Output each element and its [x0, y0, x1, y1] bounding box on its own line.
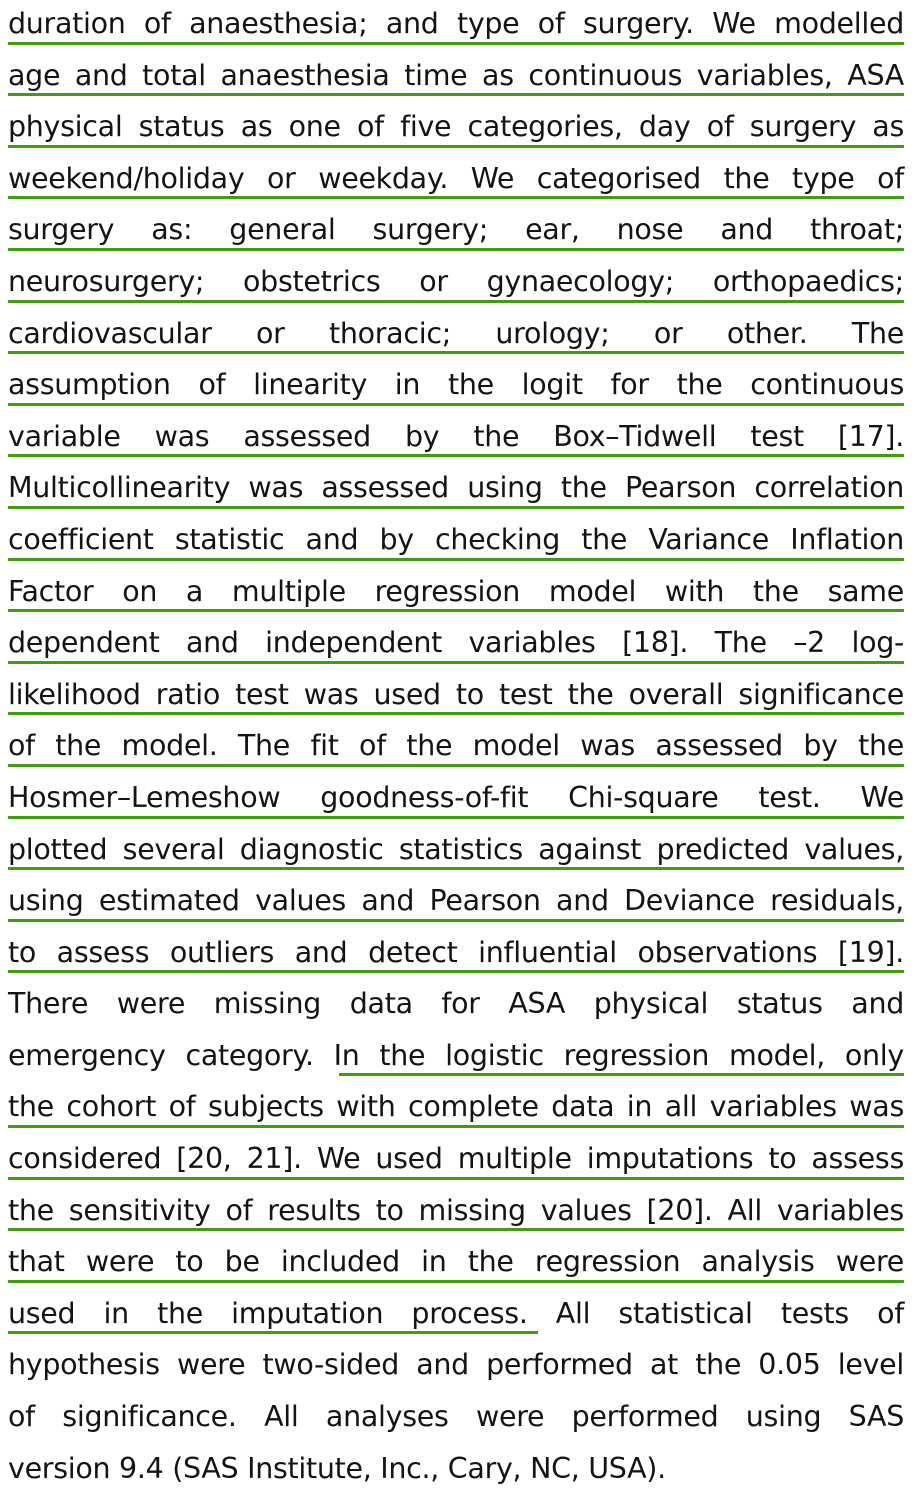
line-text: using estimated values and Pearson and Deviance residuals,	[8, 884, 904, 918]
highlight-underline	[8, 196, 904, 199]
text-line	[8, 671, 904, 723]
line-text: age and total anaesthesia time as continuous variables, ASA	[8, 58, 904, 92]
text-line	[8, 206, 904, 258]
text-line	[8, 1341, 904, 1393]
text-line	[8, 980, 904, 1032]
text-line	[8, 774, 904, 826]
line-text: the cohort of subjects with complete data in all variables was	[8, 1090, 904, 1124]
highlight-underline	[8, 867, 904, 870]
highlight-underline	[339, 1073, 904, 1076]
highlight-underline	[8, 351, 904, 354]
text-line	[8, 929, 904, 981]
text-line	[8, 722, 904, 774]
line-text: version 9.4 (SAS Institute, Inc., Cary, NC, USA).	[8, 1451, 666, 1485]
highlight-underline	[8, 42, 904, 45]
highlight-underline	[8, 145, 904, 148]
text-line	[8, 619, 904, 671]
line-text: neurosurgery; obstetrics or gynaecology; orthopaedics;	[8, 264, 904, 298]
highlight-underline	[8, 1125, 904, 1128]
text-line	[8, 464, 904, 516]
text-line	[8, 1445, 904, 1497]
line-text: used in the imputation process. All statistical tests of	[8, 1296, 904, 1330]
text-line	[8, 103, 904, 155]
highlight-underline	[8, 454, 904, 457]
text-line	[8, 516, 904, 568]
line-text: of the model. The fit of the model was assessed by the	[8, 729, 904, 763]
line-text: cardiovascular or thoracic; urology; or other. The	[8, 316, 904, 350]
text-line	[8, 361, 904, 413]
paragraph-body	[8, 0, 904, 1496]
text-line	[8, 877, 904, 929]
line-text: emergency category. In the logistic regression model, only	[8, 1038, 904, 1072]
highlight-underline	[8, 403, 904, 406]
line-text: Factor on a multiple regression model with the same	[8, 574, 904, 608]
text-line	[8, 1238, 904, 1290]
line-text: assumption of linearity in the logit for the continuous	[8, 368, 904, 402]
highlight-underline	[8, 970, 904, 973]
highlight-underline	[8, 712, 904, 715]
line-text: surgery as: general surgery; ear, nose and throat;	[8, 213, 904, 247]
highlight-underline	[8, 1177, 904, 1180]
line-text: weekend/holiday or weekday. We categorised the type of	[8, 161, 904, 195]
line-text: to assess outliers and detect influential observations [19].	[8, 935, 904, 969]
line-text: There were missing data for ASA physical status and	[8, 987, 904, 1021]
text-line	[8, 52, 904, 104]
highlight-underline	[8, 609, 904, 612]
line-text: variable was assessed by the Box–Tidwell test [17].	[8, 419, 904, 453]
text-line	[8, 155, 904, 207]
line-text: likelihood ratio test was used to test the overall significance	[8, 677, 904, 711]
highlight-underline	[8, 300, 904, 303]
text-line	[8, 1032, 904, 1084]
line-text: dependent and independent variables [18]. The –2 log-	[8, 626, 904, 660]
text-line	[8, 826, 904, 878]
line-text: considered [20, 21]. We used multiple imputations to assess	[8, 1142, 904, 1176]
line-text: plotted several diagnostic statistics against predicted values,	[8, 832, 904, 866]
text-line	[8, 1083, 904, 1135]
text-line	[8, 568, 904, 620]
line-text: the sensitivity of results to missing values [20]. All variables	[8, 1193, 904, 1227]
line-text: physical status as one of five categories, day of surgery as	[8, 110, 904, 144]
highlight-underline	[8, 816, 904, 819]
text-line	[8, 1290, 904, 1342]
line-text: hypothesis were two-sided and performed at the 0.05 level	[8, 1348, 904, 1382]
highlight-underline	[8, 661, 904, 664]
highlight-underline	[8, 1331, 538, 1334]
highlight-underline	[8, 1228, 904, 1231]
text-line	[8, 310, 904, 362]
line-text: that were to be included in the regression analysis were	[8, 1245, 904, 1279]
line-text: Hosmer–Lemeshow goodness-of-fit Chi-square test. We	[8, 780, 904, 814]
text-line	[8, 1135, 904, 1187]
line-text: duration of anaesthesia; and type of surgery. We modelled	[8, 7, 904, 40]
line-text: of significance. All analyses were performed using SAS	[8, 1400, 904, 1434]
highlight-underline	[8, 558, 904, 561]
highlight-underline	[8, 919, 904, 922]
highlight-underline	[8, 764, 904, 767]
text-line	[8, 0, 904, 52]
text-line	[8, 413, 904, 465]
text-line	[8, 258, 904, 310]
highlight-underline	[8, 506, 904, 509]
highlight-underline	[8, 93, 904, 96]
line-text: coefficient statistic and by checking the Variance Inflation	[8, 522, 904, 556]
highlight-underline	[8, 1280, 904, 1283]
highlight-underline	[8, 248, 904, 251]
text-line	[8, 1187, 904, 1239]
text-line	[8, 1393, 904, 1445]
line-text: Multicollinearity was assessed using the Pearson correlation	[8, 471, 904, 505]
